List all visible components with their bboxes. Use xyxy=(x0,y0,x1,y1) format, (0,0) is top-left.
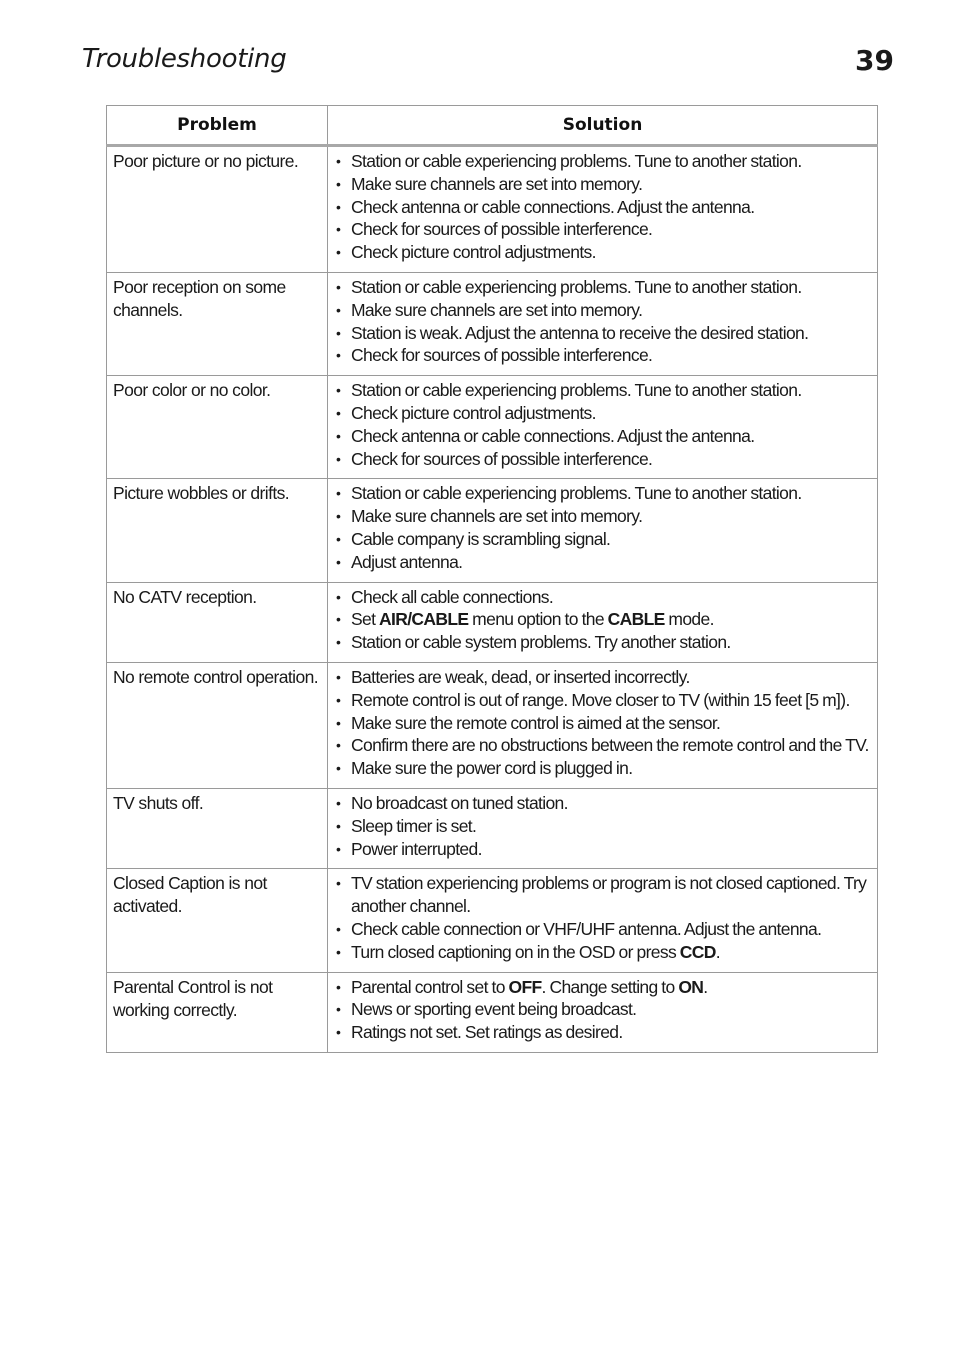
bullet-icon: • xyxy=(336,978,341,995)
problem-cell: Closed Caption is not activated. xyxy=(107,869,328,972)
solution-text: Turn closed captioning on in the OSD or press xyxy=(351,941,680,962)
solution-text: Batteries are weak, dead, or inserted incorrectly. xyxy=(351,666,690,687)
solution-text: Station or cable experiencing problems. Tune to another station. xyxy=(351,483,802,504)
bullet-icon: • xyxy=(336,1001,341,1018)
solution-item xyxy=(334,608,871,631)
solution-cell xyxy=(328,479,878,582)
solution-item xyxy=(334,998,871,1021)
bullet-icon: • xyxy=(336,485,341,502)
bullet-icon: • xyxy=(336,244,341,261)
bullet-icon: • xyxy=(336,175,341,192)
table-body xyxy=(107,146,878,1053)
bullet-icon: • xyxy=(336,382,341,399)
solution-item xyxy=(334,379,871,402)
solution-text: Check for sources of possible interference. xyxy=(351,219,653,240)
solution-item xyxy=(334,815,871,838)
bullet-icon: • xyxy=(336,611,341,628)
solution-item xyxy=(334,712,871,735)
solution-text: News or sporting event being broadcast. xyxy=(351,999,637,1020)
solution-list xyxy=(334,276,871,367)
solution-text: . xyxy=(715,941,720,962)
solution-item xyxy=(334,941,871,964)
solution-text: Station is weak. Adjust the antenna to receive the desired station. xyxy=(351,322,809,343)
column-header-problem: Problem xyxy=(107,106,328,146)
solution-text: Remote control is out of range. Move closer to TV (within 15 feet [5 m]). xyxy=(351,689,850,710)
bullet-icon: • xyxy=(336,278,341,295)
solution-cell xyxy=(328,788,878,868)
table-header xyxy=(107,106,878,146)
bullet-icon: • xyxy=(336,875,341,892)
table-row xyxy=(107,376,878,479)
table-row xyxy=(107,972,878,1052)
emphasized-term: OFF xyxy=(508,976,542,997)
solution-item xyxy=(334,551,871,574)
solution-text: Confirm there are no obstructions between the remote control and the TV. xyxy=(351,735,869,756)
solution-text: Check picture control adjustments. xyxy=(351,402,596,423)
bullet-icon: • xyxy=(336,347,341,364)
solution-item xyxy=(334,196,871,219)
table-row xyxy=(107,582,878,662)
solution-item xyxy=(334,218,871,241)
bullet-icon: • xyxy=(336,840,341,857)
problem-cell: Picture wobbles or drifts. xyxy=(107,479,328,582)
solution-text: Check picture control adjustments. xyxy=(351,242,596,263)
solution-item xyxy=(334,402,871,425)
solution-text: Make sure the remote control is aimed at the sensor. xyxy=(351,712,721,733)
solution-item xyxy=(334,276,871,299)
solution-item xyxy=(334,448,871,471)
solution-text: . xyxy=(703,976,708,997)
solution-text: Check all cable connections. xyxy=(351,586,554,607)
solution-text: menu option to the xyxy=(468,609,608,630)
table-row xyxy=(107,662,878,788)
table-row xyxy=(107,479,878,582)
bullet-icon: • xyxy=(336,920,341,937)
problem-cell: Poor color or no color. xyxy=(107,376,328,479)
solution-item xyxy=(334,689,871,712)
emphasized-term: AIR/CABLE xyxy=(379,609,469,630)
solution-text: No broadcast on tuned station. xyxy=(351,792,568,813)
solution-list xyxy=(334,586,871,654)
bullet-icon: • xyxy=(336,668,341,685)
solution-list xyxy=(334,792,871,860)
bullet-icon: • xyxy=(336,530,341,547)
section-title: Troubleshooting xyxy=(82,44,287,74)
solution-text: TV station experiencing problems or program is not closed captioned. Try another channel. xyxy=(351,873,867,917)
solution-text: Adjust antenna. xyxy=(351,551,463,572)
solution-item xyxy=(334,666,871,689)
solution-cell xyxy=(328,582,878,662)
table-row xyxy=(107,869,878,972)
solution-item xyxy=(334,241,871,264)
solution-item xyxy=(334,631,871,654)
solution-text: Make sure the power cord is plugged in. xyxy=(351,758,633,779)
solution-cell xyxy=(328,869,878,972)
table-row xyxy=(107,146,878,273)
solution-item xyxy=(334,734,871,757)
solution-text: Make sure channels are set into memory. xyxy=(351,173,643,194)
solution-text: Power interrupted. xyxy=(351,838,482,859)
solution-item xyxy=(334,528,871,551)
table-row xyxy=(107,788,878,868)
solution-list xyxy=(334,150,871,264)
solution-cell xyxy=(328,146,878,273)
solution-item xyxy=(334,872,871,918)
problem-cell: No CATV reception. xyxy=(107,582,328,662)
solution-item xyxy=(334,918,871,941)
solution-item xyxy=(334,322,871,345)
emphasized-term: CCD xyxy=(679,941,716,962)
solution-text: Check antenna or cable connections. Adjust the antenna. xyxy=(351,425,755,446)
bullet-icon: • xyxy=(336,1024,341,1041)
solution-cell xyxy=(328,376,878,479)
solution-text: Check antenna or cable connections. Adjust the antenna. xyxy=(351,196,755,217)
solution-list xyxy=(334,976,871,1044)
bullet-icon: • xyxy=(336,943,341,960)
solution-item xyxy=(334,173,871,196)
solution-text: Check for sources of possible interference. xyxy=(351,345,653,366)
solution-text: Check cable connection or VHF/UHF antenna. Adjust the antenna. xyxy=(351,918,822,939)
bullet-icon: • xyxy=(336,301,341,318)
table-header-row xyxy=(107,106,878,146)
solution-item xyxy=(334,792,871,815)
solution-cell xyxy=(328,972,878,1052)
problem-cell: Poor picture or no picture. xyxy=(107,146,328,273)
page-header xyxy=(82,40,894,86)
solution-text: Check for sources of possible interference. xyxy=(351,448,653,469)
solution-text: Station or cable experiencing problems. Tune to another station. xyxy=(351,151,802,171)
solution-text: Ratings not set. Set ratings as desired. xyxy=(351,1022,623,1043)
bullet-icon: • xyxy=(336,553,341,570)
bullet-icon: • xyxy=(336,198,341,215)
solution-item xyxy=(334,757,871,780)
solution-list xyxy=(334,379,871,470)
bullet-icon: • xyxy=(336,737,341,754)
bullet-icon: • xyxy=(336,794,341,811)
emphasized-term: CABLE xyxy=(607,609,665,630)
solution-text: Set xyxy=(351,609,380,630)
bullet-icon: • xyxy=(336,634,341,651)
solution-cell xyxy=(328,272,878,375)
solution-item xyxy=(334,976,871,999)
solution-item xyxy=(334,1021,871,1044)
bullet-icon: • xyxy=(336,691,341,708)
solution-cell xyxy=(328,662,878,788)
solution-item xyxy=(334,838,871,861)
problem-cell: Parental Control is not working correctly. xyxy=(107,972,328,1052)
solution-list xyxy=(334,666,871,780)
emphasized-term: ON xyxy=(678,976,704,997)
page-number: 39 xyxy=(855,44,894,77)
troubleshooting-table xyxy=(106,105,878,1053)
solution-list xyxy=(334,482,871,573)
bullet-icon: • xyxy=(336,221,341,238)
solution-text: mode. xyxy=(664,609,714,630)
solution-text: Make sure channels are set into memory. xyxy=(351,299,643,320)
bullet-icon: • xyxy=(336,817,341,834)
solution-item xyxy=(334,586,871,609)
solution-text: Sleep timer is set. xyxy=(351,815,477,836)
bullet-icon: • xyxy=(336,450,341,467)
table-row xyxy=(107,272,878,375)
solution-text: Station or cable experiencing problems. Tune to another station. xyxy=(351,380,802,401)
bullet-icon: • xyxy=(336,714,341,731)
bullet-icon: • xyxy=(336,508,341,525)
solution-text: Station or cable system problems. Try another station. xyxy=(351,632,731,653)
solution-text: Make sure channels are set into memory. xyxy=(351,506,643,527)
solution-list xyxy=(334,872,871,963)
solution-item xyxy=(334,505,871,528)
bullet-icon: • xyxy=(336,404,341,421)
bullet-icon: • xyxy=(336,588,341,605)
solution-text: . Change setting to xyxy=(541,976,679,997)
bullet-icon: • xyxy=(336,324,341,341)
solution-item xyxy=(334,150,871,173)
solution-text: Parental control set to xyxy=(351,976,509,997)
problem-cell: TV shuts off. xyxy=(107,788,328,868)
bullet-icon: • xyxy=(336,153,341,169)
solution-text: Station or cable experiencing problems. Tune to another station. xyxy=(351,276,802,297)
solution-item xyxy=(334,299,871,322)
solution-item xyxy=(334,482,871,505)
solution-text: Cable company is scrambling signal. xyxy=(351,528,611,549)
bullet-icon: • xyxy=(336,427,341,444)
solution-item xyxy=(334,425,871,448)
solution-item xyxy=(334,344,871,367)
problem-cell: Poor reception on some channels. xyxy=(107,272,328,375)
problem-cell: No remote control operation. xyxy=(107,662,328,788)
column-header-solution: Solution xyxy=(328,106,878,146)
bullet-icon: • xyxy=(336,760,341,777)
